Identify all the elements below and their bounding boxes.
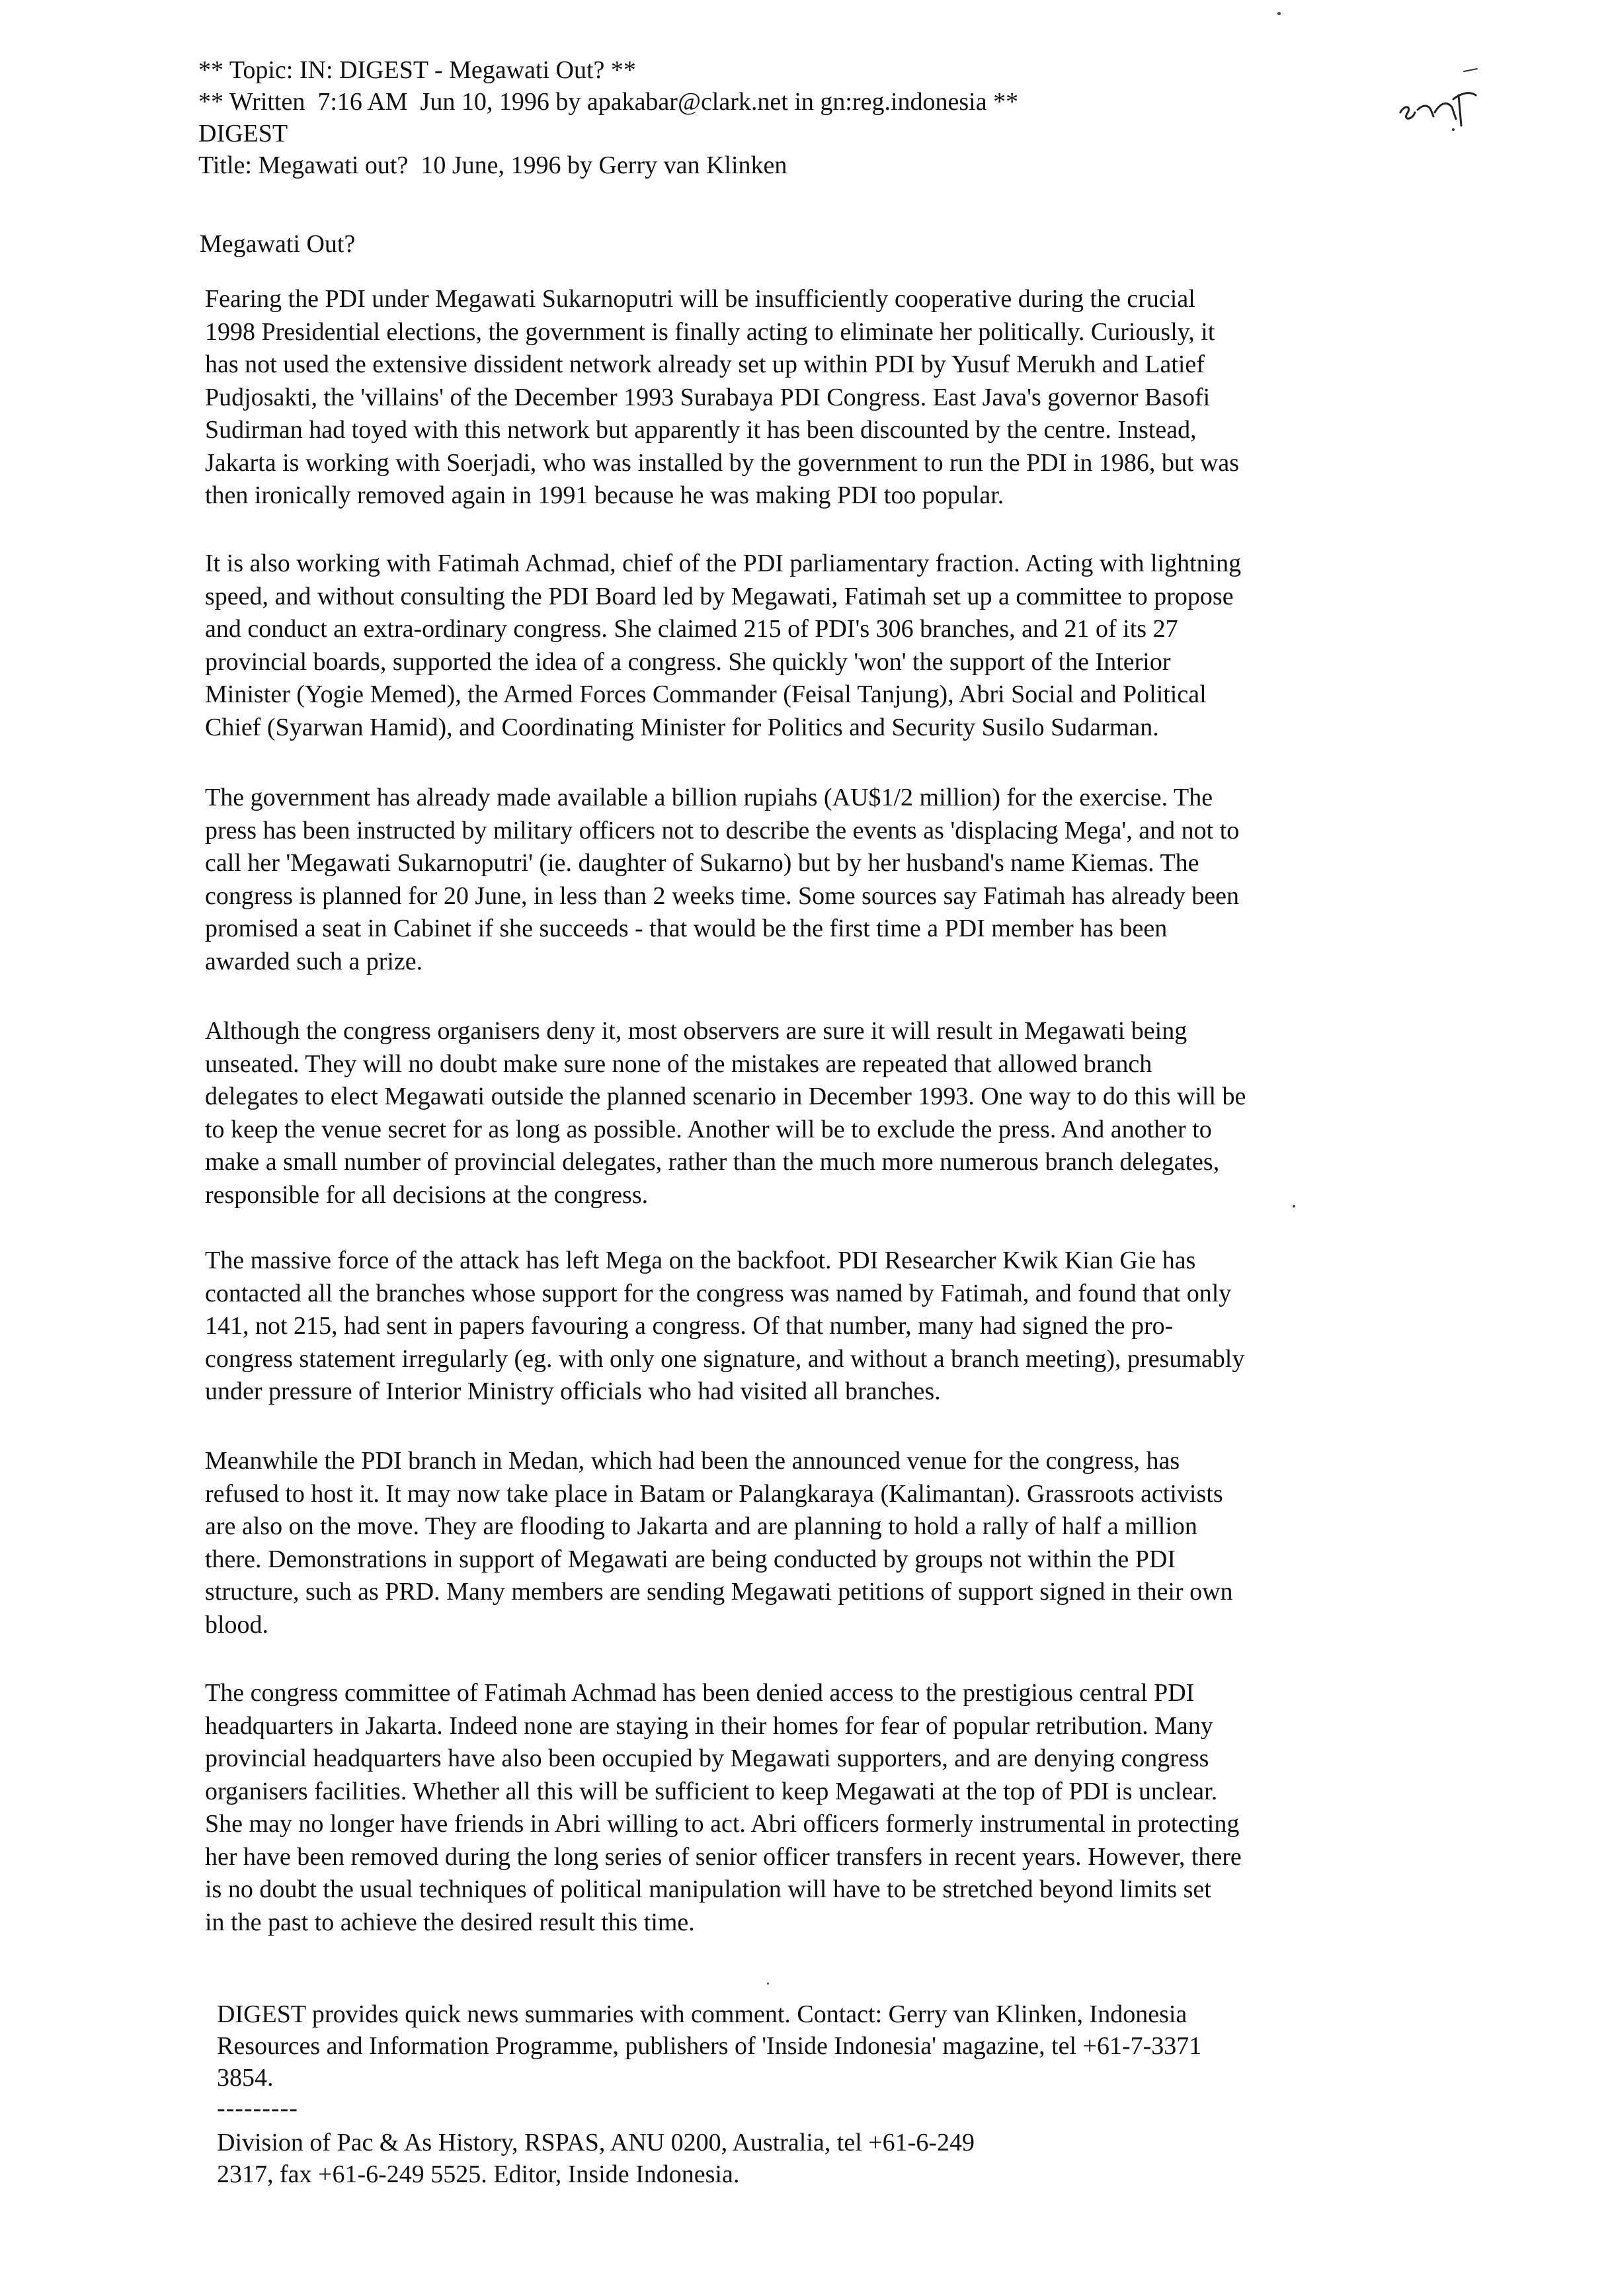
paragraph-line: Jakarta is working with Soerjadi, who was installed by the government to run the PDI in 1986, but was [205, 448, 1240, 477]
paragraph-6 [205, 1445, 1369, 1641]
paragraph-line: The congress committee of Fatimah Achmad has been denied access to the prestigious central PDI [205, 1679, 1195, 1707]
paragraph-line: structure, such as PRD. Many members are sending Megawati petitions of support signed in their own [205, 1578, 1233, 1606]
paragraph-line: her have been removed during the long series of senior officer transfers in recent years. However, there [205, 1842, 1242, 1871]
paragraph-5 [205, 1245, 1369, 1409]
footer-line: 3854. [217, 2064, 274, 2092]
paragraph-line: Minister (Yogie Memed), the Armed Forces Commander (Feisal Tanjung), Abri Social and Political [205, 680, 1207, 708]
paragraph-line: Although the congress organisers deny it, most observers are sure it will result in Megawati being [205, 1017, 1187, 1045]
paragraph-line: The massive force of the attack has left Mega on the backfoot. PDI Researcher Kwik Kian Gie has [205, 1247, 1196, 1274]
scan-speck [1293, 1205, 1295, 1208]
paragraph-line: in the past to achieve the desired result this time. [205, 1908, 695, 1936]
article-title-line: Title: Megawati out? 10 June, 1996 by Gerry van Klinken [198, 151, 787, 179]
paragraph-4 [205, 1015, 1369, 1211]
paragraph-line: congress statement irregularly (eg. with only one signature, and without a branch meeting), presumably [205, 1344, 1245, 1373]
footer-line: DIGEST provides quick news summaries with comment. Contact: Gerry van Klinken, Indonesia [217, 2000, 1187, 2028]
paragraph-line: and conduct an extra-ordinary congress. She claimed 215 of PDI's 306 branches, and 21 of its 27 [205, 615, 1178, 643]
paragraph-line: Fearing the PDI under Megawati Sukarnoputri will be insufficiently cooperative during the crucial [205, 285, 1195, 313]
paragraph-line: has not used the extensive dissident network already set up within PDI by Yusuf Merukh and Latief [205, 350, 1205, 378]
scan-speck [1277, 12, 1281, 15]
paragraph-line: unseated. They will no doubt make sure none of the mistakes are repeated that allowed branch [205, 1049, 1152, 1078]
footer-line: Resources and Information Programme, publishers of 'Inside Indonesia' magazine, tel +61-7-3371 [217, 2032, 1202, 2060]
paragraph-1 [205, 283, 1369, 512]
handwritten-mark-icon [1395, 66, 1481, 139]
written-line: ** Written 7:16 AM Jun 10, 1996 by apakabar@clark.net in gn:reg.indonesia ** [198, 88, 1019, 116]
paragraph-line: Pudjosakti, the 'villains' of the December 1993 Surabaya PDI Congress. East Java's governor Basofi [205, 383, 1211, 411]
paragraph-line: responsible for all decisions at the congress. [205, 1180, 649, 1209]
paragraph-line: blood. [205, 1610, 269, 1639]
paragraph-2 [205, 548, 1369, 744]
scan-speck [767, 1983, 769, 1985]
paragraph-line: promised a seat in Cabinet if she succeeds - that would be the first time a PDI member has been [205, 915, 1168, 942]
paragraph-line: under pressure of Interior Ministry officials who had visited all branches. [205, 1377, 941, 1405]
paragraph-line: then ironically removed again in 1991 because he was making PDI too popular. [205, 481, 1004, 509]
paragraph-line: provincial boards, supported the idea of a congress. She quickly 'won' the support of the Interior [205, 647, 1171, 676]
paragraph-3 [205, 782, 1369, 978]
digest-label: DIGEST [198, 120, 288, 147]
paragraph-7 [205, 1677, 1369, 1939]
paragraph-line: delegates to elect Megawati outside the planned scenario in December 1993. One way to do this will be [205, 1083, 1246, 1110]
article-heading: Megawati Out? [200, 230, 356, 258]
paragraph-line: It is also working with Fatimah Achmad, chief of the PDI parliamentary fraction. Acting with lightning [205, 550, 1242, 577]
contact-line: Division of Pac & As History, RSPAS, ANU 0200, Australia, tel +61-6-249 [217, 2129, 975, 2156]
paragraph-line: contacted all the branches whose support for the congress was named by Fatimah, and found that only [205, 1279, 1232, 1307]
paragraph-line: Chief (Syarwan Hamid), and Coordinating Minister for Politics and Security Susilo Sudarman. [205, 713, 1159, 741]
contact-line: 2317, fax +61-6-249 5525. Editor, Inside Indonesia. [217, 2160, 740, 2188]
paragraph-line: press has been instructed by military officers not to describe the events as 'displacing Mega', and not to [205, 816, 1240, 844]
paragraph-line: speed, and without consulting the PDI Board led by Megawati, Fatimah set up a committee to propose [205, 582, 1234, 610]
footer-divider: --------- [217, 2094, 298, 2122]
paragraph-line: awarded such a prize. [205, 947, 423, 975]
paragraph-line: refused to host it. It may now take place in Batam or Palangkaraya (Kalimantan). Grassroots activists [205, 1479, 1223, 1508]
paragraph-line: are also on the move. They are flooding to Jakarta and are planning to hold a rally of half a million [205, 1512, 1197, 1540]
topic-line: ** Topic: IN: DIGEST - Megawati Out? ** [198, 56, 636, 84]
digest-footer [217, 1998, 1341, 2094]
paragraph-line: Meanwhile the PDI branch in Medan, which had been the announced venue for the congress, has [205, 1447, 1180, 1475]
paragraph-line: make a small number of provincial delegates, rather than the much more numerous branch delegates, [205, 1148, 1220, 1176]
paragraph-line: headquarters in Jakarta. Indeed none are staying in their homes for fear of popular retribution. Many [205, 1711, 1213, 1740]
paragraph-line: to keep the venue secret for as long as possible. Another will be to exclude the press. And another to [205, 1115, 1212, 1143]
paragraph-line: Sudirman had toyed with this network but apparently it has been discounted by the centre. Instead, [205, 416, 1197, 444]
paragraph-line: there. Demonstrations in support of Megawati are being conducted by groups not within the PDI [205, 1545, 1176, 1573]
paragraph-line: 141, not 215, had sent in papers favouring a congress. Of that number, many had signed the pro- [205, 1312, 1174, 1340]
paragraph-line: provincial headquarters have also been occupied by Megawati supporters, and are denying congress [205, 1744, 1209, 1772]
paragraph-line: The government has already made available a billion rupiahs (AU$1/2 million) for the exercise. The [205, 784, 1213, 811]
paragraph-line: is no doubt the usual techniques of political manipulation will have to be stretched beyond limits set [205, 1875, 1211, 1903]
message-header [198, 54, 1455, 181]
contact-footer [217, 2127, 975, 2190]
paragraph-line: organisers facilities. Whether all this will be sufficient to keep Megawati at the top of PDI is unclear. [205, 1777, 1218, 1805]
paragraph-line: 1998 Presidential elections, the government is finally acting to eliminate her politically. Curiously, it [205, 317, 1215, 346]
paragraph-line: congress is planned for 20 June, in less than 2 weeks time. Some sources say Fatimah has already been [205, 882, 1239, 910]
paragraph-line: call her 'Megawati Sukarnoputri' (ie. daughter of Sukarno) but by her husband's name Kiemas. The [205, 849, 1199, 877]
paragraph-line: She may no longer have friends in Abri willing to act. Abri officers formerly instrumental in protecting [205, 1810, 1240, 1838]
